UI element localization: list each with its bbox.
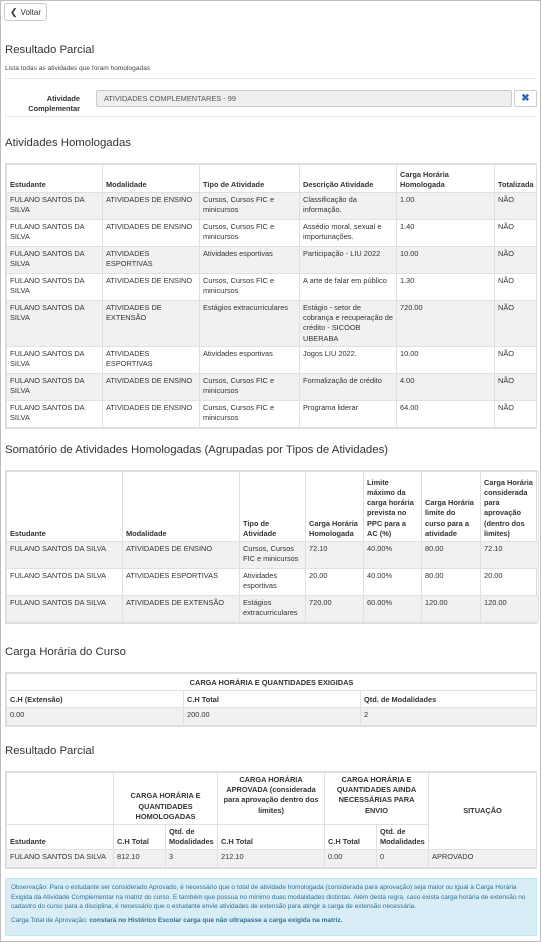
back-button[interactable] [4,3,47,21]
divider [5,78,537,79]
cell: 40.00% [364,569,422,596]
cell: 720.00 [397,301,495,347]
cell: 80.00 [422,542,481,569]
homologadas-table [5,163,537,429]
table-row [7,346,537,373]
cell: 2 [361,708,537,726]
table-row [7,400,537,427]
cell: ATIVIDADES DE EXTENSÃO [103,301,200,347]
atividade-complementar-label [20,94,80,114]
cell: ATIVIDADES ESPORTIVAS [103,247,200,274]
section-title-homologadas: Atividades Homologadas [5,137,132,149]
resultado-table [5,771,537,869]
group-header: CARGA HORÁRIA E QUANTIDADES EXIGIDAS [7,674,537,691]
table-row [7,850,537,868]
page-subtitle: Lista todas as atividades que foram homologadas [5,65,151,72]
cell: Cursos, Cursos FIC e minicursos [200,274,300,301]
table-row [7,220,537,247]
col-header: C.H Total [218,825,325,850]
table-row [7,301,537,347]
cell: 60.00% [364,596,422,623]
cell: Cursos, Cursos FIC e minicursos [200,220,300,247]
cell: 1.00 [397,193,495,220]
cell: 1.30 [397,274,495,301]
table-row [7,274,537,301]
group-header: CARGA HORÁRIA APROVADA (considerada para aprovação dentro dos limites) [218,773,325,825]
cell: 10.00 [397,346,495,373]
cell: ATIVIDADES DE ENSINO [103,220,200,247]
cell: ATIVIDADES ESPORTIVAS [103,346,200,373]
table-row [7,373,537,400]
cell: 720.00 [306,596,364,623]
col-header: Carga Horária Homologada [397,165,495,193]
col-header: C.H Total [325,825,377,850]
divider [5,116,537,117]
col-header: Totalizada [495,165,537,193]
col-header: Estudante [7,825,114,850]
cell: FULANO SANTOS DA SILVA [7,220,103,247]
cell: Cursos, Cursos FIC e minicursos [200,373,300,400]
cell: 64.00 [397,400,495,427]
table-row [7,569,539,596]
cell: Cursos, Cursos FIC e minicursos [240,542,306,569]
col-header: C.H Total [114,825,166,850]
cell: 812.10 [114,850,166,868]
col-header: C.H (Extensão) [7,691,184,708]
cell: 0.00 [325,850,377,868]
label-line-2: Complementar [28,104,80,113]
group-header: CARGA HORÁRIA E QUANTIDADES AINDA NECESSÁRIAS PARA ENVIO [325,773,429,825]
cell: NÃO [495,301,537,347]
cell: ATIVIDADES DE ENSINO [103,193,200,220]
cell: ATIVIDADES DE ENSINO [123,542,240,569]
col-header: Tipo de Atividade [200,165,300,193]
cell: Cursos, Cursos FIC e minicursos [200,400,300,427]
col-header: Qtd. de Modalidades [166,825,218,850]
cell: Formalização de crédito [300,373,397,400]
cell: FULANO SANTOS DA SILVA [7,596,123,623]
cell: FULANO SANTOS DA SILVA [7,542,123,569]
col-header: Limite máximo da carga horária prevista no PPC para a AC (%) [364,472,422,542]
back-button-label: Voltar [20,8,42,17]
cell: Atividades esportivas [200,247,300,274]
group-header: SITUAÇÃO [429,773,537,850]
cell: Classificação da informação. [300,193,397,220]
carga-total-label: Carga Total de Aprovação: [11,916,88,924]
col-header: Modalidade [123,472,240,542]
observacao-alert [5,878,537,936]
cell: FULANO SANTOS DA SILVA [7,193,103,220]
observacao-text: Observação: Para o estudante ser considerado Aprovado, é necessário que o total de atividade homologada (considerada para aprovação) seja maior ou igual à Carga Horária Exigida da Atividade Complementar na matriz do curso. E também que possua no mínimo duas modalidades distintas. Além desta regra, caso exista carga horária de extensão no cadastro do curso para a disciplina, é necessário que o estudante envie atividades de extensão para atingir a carga de extensão necessária. [11,884,526,911]
cell: 1.40 [397,220,495,247]
cell: 3 [166,850,218,868]
label-line-1: Atividade [46,94,80,103]
cell: Atividades esportivas [240,569,306,596]
cell: 20.00 [306,569,364,596]
col-header: Tipo de Atividade [240,472,306,542]
cell: 120.00 [481,596,539,623]
section-title-carga-curso: Carga Horária do Curso [5,646,126,658]
cell: NÃO [495,220,537,247]
cell: ATIVIDADES DE EXTENSÃO [123,596,240,623]
situacao-cell: APROVADO [429,850,537,868]
cell: 120.00 [422,596,481,623]
section-title-somatorio: Somatório de Atividades Homologadas (Agrupadas por Tipos de Atividades) [5,444,389,456]
col-header: Carga Horária Homologada [306,472,364,542]
col-header: Estudante [7,165,103,193]
table-row [7,708,537,726]
cell: ATIVIDADES DE ENSINO [103,400,200,427]
cell: 0.00 [7,708,184,726]
cell: FULANO SANTOS DA SILVA [7,373,103,400]
col-header: Estudante [7,472,123,542]
cell: 212.10 [218,850,325,868]
group-header: CARGA HORÁRIA E QUANTIDADES HOMOLOGADAS [114,773,218,825]
cell: Programa liderar [300,400,397,427]
group-header-empty [7,773,114,825]
col-header: Qtd. de Modalidades [361,691,537,708]
cell: Atividades esportivas [200,346,300,373]
cell: 20.00 [481,569,539,596]
col-header: Carga Horária considerada para aprovação (dentro dos limites) [481,472,539,542]
table-row [7,247,537,274]
cell: FULANO SANTOS DA SILVA [7,569,123,596]
section-title-resultado: Resultado Parcial [5,745,95,757]
col-header: C.H Total [184,691,361,708]
times-icon: ✖ [521,93,530,104]
cell: Cursos, Cursos FIC e minicursos [200,193,300,220]
cell: FULANO SANTOS DA SILVA [7,301,103,347]
cell: NÃO [495,346,537,373]
page-title: Resultado Parcial [5,44,95,56]
cell: Estágio - setor de cobrança e recuperação de crédito - SICOOB UBERABA [300,301,397,347]
col-header: Modalidade [103,165,200,193]
cell: FULANO SANTOS DA SILVA [7,274,103,301]
cell: 200.00 [184,708,361,726]
cell: NÃO [495,373,537,400]
cell: NÃO [495,400,537,427]
cell: FULANO SANTOS DA SILVA [7,400,103,427]
cell: 40.00% [364,542,422,569]
table-row [7,542,539,569]
cell: NÃO [495,274,537,301]
cell: FULANO SANTOS DA SILVA [7,346,103,373]
cell: Jogos LIU 2022. [300,346,397,373]
cell: 72.10 [306,542,364,569]
somatorio-table [5,470,537,624]
table-row [7,193,537,220]
cell: 80.00 [422,569,481,596]
cell: ATIVIDADES DE ENSINO [103,274,200,301]
carga-total-value: constará no Histórico Escolar carga que não ultrapasse a carga exigida na matriz. [89,916,343,924]
cell: Assédio moral, sexual e importunações. [300,220,397,247]
chevron-left-icon: ❮ [10,7,18,17]
cell: NÃO [495,193,537,220]
cell: NÃO [495,247,537,274]
cell: 4.00 [397,373,495,400]
col-header: Carga Horária limite do curso para a atividade [422,472,481,542]
col-header: Descrição Atividade [300,165,397,193]
cell: Estágios extracurriculares [200,301,300,347]
cell: 0 [377,850,429,868]
carga-total-line [11,916,531,926]
cell: 72.10 [481,542,539,569]
clear-button[interactable] [514,90,537,107]
atividade-complementar-select[interactable]: ATIVIDADES COMPLEMENTARES - 99 [96,90,512,107]
cell: Participação - LIU 2022 [300,247,397,274]
carga-curso-table [5,672,537,727]
cell: ATIVIDADES ESPORTIVAS [123,569,240,596]
col-header: Qtd. de Modalidades [377,825,429,850]
cell: ATIVIDADES DE ENSINO [103,373,200,400]
cell: Estágios extracurriculares [240,596,306,623]
table-row [7,596,539,623]
cell: 10.00 [397,247,495,274]
cell: FULANO SANTOS DA SILVA [7,850,114,868]
cell: FULANO SANTOS DA SILVA [7,247,103,274]
cell: A arte de falar em público [300,274,397,301]
